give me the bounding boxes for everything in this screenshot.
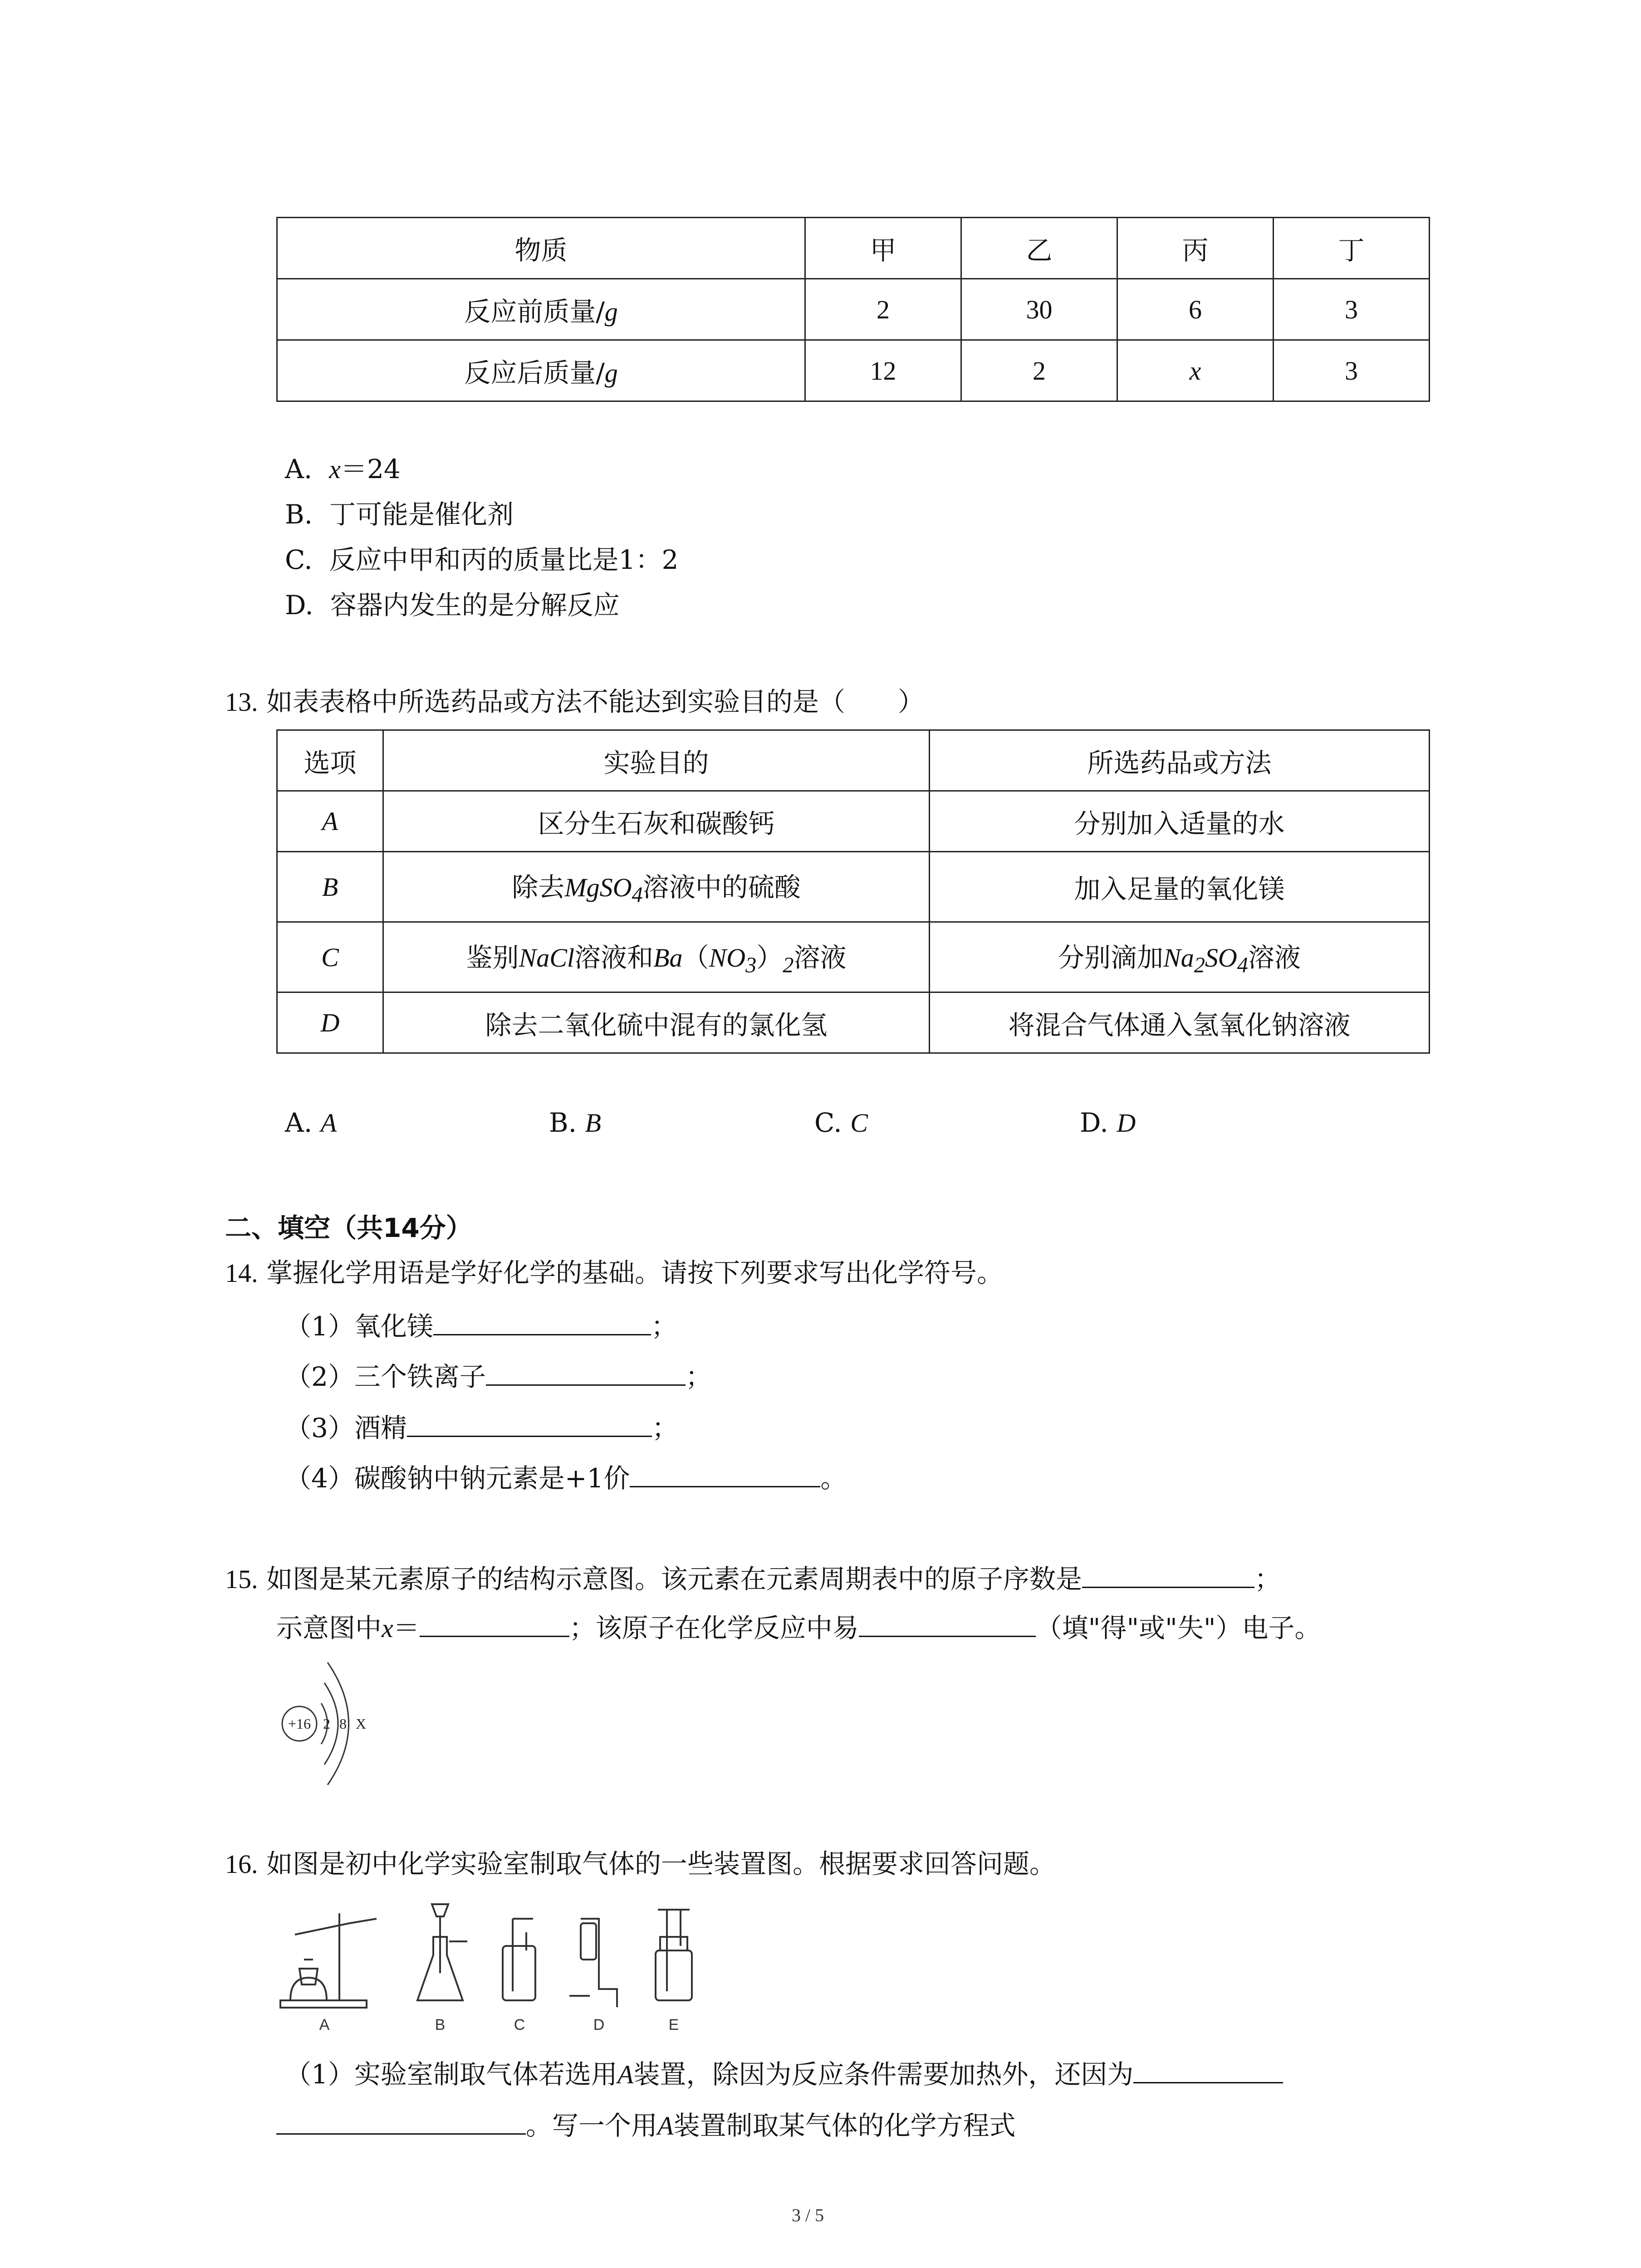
nucleus-label: +16 [288, 1716, 311, 1732]
table-row [277, 340, 1430, 401]
table-header-cell: 实验目的 [383, 730, 930, 791]
table-cell: 3 [1274, 340, 1430, 401]
purpose-cell: 鉴别NaCl溶液和$Ba(NO_3)_2$溶液 [383, 922, 930, 992]
q13-answer-d[interactable]: D. D [1080, 1107, 1136, 1138]
table-header-cell: 甲 [805, 218, 961, 279]
apparatus-label: A [319, 2016, 330, 2032]
method-cell: 将混合气体通入氢氧化钠溶液 [930, 992, 1430, 1053]
q13-table-header [277, 730, 1430, 791]
apparatus-label: E [668, 2016, 679, 2032]
purpose-cell: 除去二氧化硫中混有的氯化氢 [383, 992, 930, 1053]
table-header-cell: 物质 [277, 218, 805, 279]
section-title: 二、填空（共14分） [225, 1212, 472, 1243]
purpose-cell: 除去MgSO$_4$溶液中的硫酸 [383, 852, 930, 922]
answer-blank[interactable] [630, 1460, 820, 1487]
q14-item-1: （1）氧化镁 ； [285, 1308, 677, 1339]
answer-blank[interactable] [420, 1609, 569, 1637]
q15-line2: 示意图中x＝ ；该原子在化学反应中易 （填"得"或"失"）电子。 [276, 1609, 1321, 1642]
purpose-cell: 区分生石灰和碳酸钙 [383, 791, 930, 852]
table-header-cell: 丁 [1274, 218, 1430, 279]
apparatus-d [569, 1919, 617, 2007]
apparatus-label: B [435, 2016, 446, 2032]
answer-blank[interactable] [433, 1308, 651, 1335]
table-cell: 3 [1274, 279, 1430, 340]
q14-item-2: （2）三个铁离子 ； [285, 1358, 712, 1390]
method-cell: 分别滴加$Na_2SO_4$溶液 [930, 922, 1430, 992]
table-row [277, 852, 1430, 922]
table-row [277, 992, 1430, 1053]
answer-blank[interactable] [859, 1609, 1036, 1637]
q13-answer-c[interactable]: C. C [814, 1107, 868, 1138]
answer-blank[interactable] [1082, 1560, 1254, 1588]
q14-stem: 14. 掌握化学用语是学好化学的基础。请按下列要求写出化学符号。 [225, 1257, 1003, 1288]
table-cell: 30 [961, 279, 1117, 340]
q15-line1: 15. 如图是某元素原子的结构示意图。该元素在元素周期表中的原子序数是 ； [225, 1560, 1281, 1593]
apparatus-e [656, 1910, 692, 2000]
q16-stem: 16. 如图是初中化学实验室制取气体的一些装置图。根据要求回答问题。 [225, 1848, 1056, 1879]
apparatus-a [280, 1913, 377, 2008]
option-cell: B [277, 852, 383, 922]
apparatus-b [417, 1904, 467, 2000]
table-cell: 2 [805, 279, 961, 340]
apparatus-c [503, 1919, 535, 2000]
row-label: 反应后质量/g [277, 340, 805, 401]
q12-table-header [277, 218, 1430, 279]
page-number: 3 / 5 [792, 2205, 824, 2225]
q16-part1: （1）实验室制取气体若选用A装置，除因为反应条件需要加热外，还因为 [285, 2056, 1283, 2088]
atom-structure-diagram [272, 1651, 408, 1801]
table-row [277, 922, 1430, 992]
q12-table [276, 217, 1430, 402]
q16-part1-line2: 。写一个用A装置制取某气体的化学方程式 [276, 2107, 1015, 2139]
q12-option-c[interactable]: C. 反应中甲和丙的质量比是1：2 [285, 544, 679, 575]
apparatus-diagram [272, 1892, 771, 2032]
answer-blank[interactable] [486, 1358, 686, 1386]
q13-answer-b[interactable]: B. B [549, 1107, 601, 1138]
answer-blank[interactable] [407, 1409, 652, 1437]
table-header-cell: 选项 [277, 730, 383, 791]
table-cell: 6 [1117, 279, 1274, 340]
q14-item-3: （3）酒精 ； [285, 1409, 678, 1441]
method-cell: 分别加入适量的水 [930, 791, 1430, 852]
row-label: 反应前质量/g [277, 279, 805, 340]
table-cell: x [1117, 340, 1274, 401]
q13-stem: 13. 如表表格中所选药品或方法不能达到实验目的是（ ） [225, 686, 924, 717]
table-cell: 2 [961, 340, 1117, 401]
q14-item-4: （4）碳酸钠中钠元素是+1价 。 [285, 1460, 847, 1491]
table-header-cell: 丙 [1117, 218, 1274, 279]
q12-option-b[interactable]: B. 丁可能是催化剂 [285, 499, 514, 530]
q12-option-d[interactable]: D. 容器内发生的是分解反应 [285, 590, 620, 621]
method-cell: 加入足量的氧化镁 [930, 852, 1430, 922]
table-row [277, 279, 1430, 340]
answer-blank[interactable] [1133, 2056, 1283, 2083]
table-cell: 12 [805, 340, 961, 401]
q12-option-a[interactable]: A. x＝24 [285, 454, 401, 484]
option-cell: A [277, 791, 383, 852]
apparatus-label: C [514, 2016, 525, 2032]
answer-blank[interactable] [276, 2107, 526, 2135]
shell-electron-counts: 2 8 X [323, 1716, 369, 1732]
table-row [277, 791, 1430, 852]
table-header-cell: 所选药品或方法 [930, 730, 1430, 791]
apparatus-label: D [593, 2016, 605, 2032]
table-header-cell: 乙 [961, 218, 1117, 279]
q13-answer-a[interactable]: A. A [285, 1107, 337, 1138]
option-cell: C [277, 922, 383, 992]
option-cell: D [277, 992, 383, 1053]
q13-table [276, 729, 1430, 1054]
